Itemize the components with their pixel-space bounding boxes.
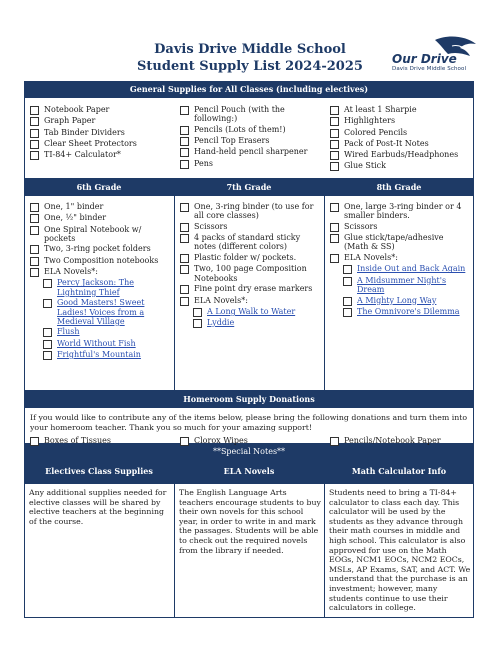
grade6-list xyxy=(30,202,170,361)
novel-link[interactable]: Flush xyxy=(57,327,80,337)
checkbox[interactable] xyxy=(343,308,352,317)
ela-title: ELA Novels xyxy=(223,466,275,476)
item-label: Two Composition notebooks xyxy=(44,255,159,265)
item-label: Plastic folder w/ pockets. xyxy=(194,253,297,263)
checkbox[interactable] xyxy=(43,351,52,360)
checklist-item[interactable] xyxy=(180,136,325,146)
novel-item[interactable] xyxy=(193,318,320,328)
checkbox[interactable] xyxy=(180,126,189,135)
general-col-2 xyxy=(180,105,325,170)
novel-link[interactable]: A Midsummer Night's Dream xyxy=(357,275,447,294)
checklist-item[interactable] xyxy=(330,116,470,126)
checkbox[interactable] xyxy=(30,245,39,254)
item-label: Pack of Post-It Notes xyxy=(344,138,429,148)
novel-link[interactable]: Lyddie xyxy=(207,318,235,328)
item-label: Two, 3-ring pocket folders xyxy=(44,244,151,254)
checkbox[interactable] xyxy=(330,162,339,171)
checkbox[interactable] xyxy=(30,214,39,223)
checkbox[interactable] xyxy=(180,137,189,146)
checklist-item[interactable] xyxy=(30,256,170,266)
item-label: Glue Stick xyxy=(344,161,386,171)
checklist-item[interactable] xyxy=(30,244,170,254)
general-col-3 xyxy=(330,105,470,173)
item-label: One, ½" binder xyxy=(44,213,107,223)
novel-link[interactable]: A Mighty Long Way xyxy=(357,295,437,305)
checkbox[interactable] xyxy=(30,226,39,235)
checkbox[interactable] xyxy=(330,254,339,263)
checklist-item[interactable] xyxy=(330,222,470,232)
checkbox[interactable] xyxy=(180,223,189,232)
general-col-1 xyxy=(30,105,170,161)
item-label: Fine point dry erase markers xyxy=(194,284,313,294)
checkbox[interactable] xyxy=(30,151,39,160)
checklist-item[interactable] xyxy=(330,202,470,221)
checklist-item[interactable] xyxy=(180,284,320,294)
item-label: Highlighters xyxy=(344,116,396,126)
item-label: Pencils (Lots of them!) xyxy=(194,124,286,134)
checklist-item[interactable] xyxy=(330,161,470,171)
checkbox[interactable] xyxy=(180,148,189,157)
grade8-heading: 8th Grade xyxy=(324,178,474,196)
checkbox[interactable] xyxy=(180,234,189,243)
checkbox[interactable] xyxy=(180,297,189,306)
electives-title: Electives Class Supplies xyxy=(45,466,153,476)
checkbox[interactable] xyxy=(30,129,39,138)
school-name: Davis Drive Middle School xyxy=(154,42,346,57)
checkbox[interactable] xyxy=(180,254,189,263)
item-label: Pencil Pouch (with the following:) xyxy=(194,105,285,124)
checkbox[interactable] xyxy=(330,437,339,446)
checklist-item[interactable] xyxy=(330,233,470,252)
checklist-item[interactable] xyxy=(180,233,320,252)
grade7-list xyxy=(180,202,320,329)
novel-link[interactable]: Percy Jackson: The Lightning Thief xyxy=(57,278,134,297)
checkbox[interactable] xyxy=(343,265,352,274)
item-label: Clear Sheet Protectors xyxy=(44,138,137,148)
checkbox[interactable] xyxy=(30,257,39,266)
checklist-item[interactable] xyxy=(180,105,325,124)
divider xyxy=(174,484,175,618)
checklist-item[interactable] xyxy=(330,150,470,160)
checklist-item[interactable] xyxy=(180,264,320,283)
item-label: 4 packs of standard sticky notes (different colors) xyxy=(194,233,301,252)
novel-link[interactable]: Good Masters! Sweet Ladies! Voices from a Medieval Village xyxy=(57,298,145,326)
homeroom-heading: Homeroom Supply Donations xyxy=(24,390,474,408)
checklist-item[interactable] xyxy=(180,222,320,232)
checkbox[interactable] xyxy=(330,117,339,126)
item-label: Scissors xyxy=(194,221,228,231)
item-label: Notebook Paper xyxy=(44,105,110,114)
checklist-item[interactable] xyxy=(30,150,170,160)
item-label: ELA Novels*: xyxy=(44,267,98,277)
ela-text: The English Language Arts teachers encourage students to buy their own novels for this school year, in order to write in and mark the passages. Students will be able to check out the required novels from the library if needed. xyxy=(179,488,321,555)
logo-subtext: Davis Drive Middle School xyxy=(392,66,467,72)
novel-item[interactable] xyxy=(343,296,470,306)
checkbox[interactable] xyxy=(180,437,189,446)
electives-text: Any additional supplies needed for elective classes will be shared by elective teachers at the beginning of the course. xyxy=(29,488,167,526)
item-label: Graph Paper xyxy=(44,116,96,126)
novel-item[interactable] xyxy=(43,350,170,360)
divider xyxy=(324,178,325,390)
general-supplies-heading: General Supplies for All Classes (including electives) xyxy=(24,81,474,98)
item-label: Two, 100 page Composition Notebooks xyxy=(194,264,307,283)
donation-item[interactable] xyxy=(180,436,248,446)
checkbox[interactable] xyxy=(43,279,52,288)
item-label: One, 1" binder xyxy=(44,202,104,211)
checkbox[interactable] xyxy=(330,223,339,232)
item-label: One, 3-ring binder (to use for all core classes) xyxy=(194,202,314,221)
novel-link[interactable]: A Long Walk to Water xyxy=(207,306,296,316)
checkbox[interactable] xyxy=(330,106,339,115)
checkbox[interactable] xyxy=(30,140,39,149)
item-label: Boxes of Tissues xyxy=(44,436,112,445)
item-label: At least 1 Sharpie xyxy=(344,105,417,114)
item-label: Pencils/Notebook Paper xyxy=(344,436,441,445)
novel-item[interactable] xyxy=(43,298,170,326)
checklist-item[interactable] xyxy=(30,213,170,223)
checklist-item[interactable] xyxy=(30,116,170,126)
homeroom-text: If you would like to contribute any of the items below, please bring the following donations and turn them into your homeroom teacher. Thank you so much for your amazing support! xyxy=(30,413,468,432)
checklist-item[interactable] xyxy=(180,202,320,221)
checkbox[interactable] xyxy=(180,285,189,294)
item-label: Wired Earbuds/Headphones xyxy=(344,150,459,160)
checkbox[interactable] xyxy=(180,265,189,274)
novel-link[interactable]: World Without Fish xyxy=(57,338,136,348)
novel-item[interactable] xyxy=(343,307,470,317)
checklist-item[interactable] xyxy=(180,253,320,263)
novel-link[interactable]: Frightful's Mountain xyxy=(57,350,141,360)
item-label: Hand-held pencil sharpener xyxy=(194,147,308,157)
checklist-item[interactable] xyxy=(30,267,170,277)
checkbox[interactable] xyxy=(330,129,339,138)
checklist-item[interactable] xyxy=(330,128,470,138)
checkbox[interactable] xyxy=(30,117,39,126)
checklist-item[interactable] xyxy=(180,147,325,157)
math-title: Math Calculator Info xyxy=(351,466,447,476)
checkbox[interactable] xyxy=(330,234,339,243)
novel-link[interactable]: The Omnivore's Dilemma xyxy=(357,306,460,316)
checkbox[interactable] xyxy=(30,268,39,277)
checkbox[interactable] xyxy=(43,328,52,337)
checklist-item[interactable] xyxy=(330,139,470,149)
checklist-item[interactable] xyxy=(30,225,170,244)
list-title: Student Supply List 2024-2025 xyxy=(137,59,363,74)
novel-item[interactable] xyxy=(343,276,470,295)
novel-item[interactable] xyxy=(193,307,320,317)
checklist-item[interactable] xyxy=(30,202,170,212)
checklist-item[interactable] xyxy=(30,105,170,115)
novel-item[interactable] xyxy=(43,278,170,297)
divider xyxy=(324,484,325,618)
checkbox[interactable] xyxy=(193,319,202,328)
checklist-item[interactable] xyxy=(180,296,320,306)
grade7-heading: 7th Grade xyxy=(174,178,324,196)
item-label: Scissors xyxy=(344,221,378,231)
novel-item[interactable] xyxy=(43,327,170,337)
checklist-item[interactable] xyxy=(330,253,470,263)
checklist-item[interactable] xyxy=(30,139,170,149)
checklist-item[interactable] xyxy=(330,105,470,115)
checkbox[interactable] xyxy=(343,297,352,306)
item-label: Pencil Top Erasers xyxy=(194,136,270,146)
checkbox[interactable] xyxy=(30,106,39,115)
item-label: One, large 3-ring binder or 4 smaller binders. xyxy=(344,202,462,221)
item-label: Clorox Wipes xyxy=(194,436,248,445)
special-notes-heading: **Special Notes** xyxy=(212,447,286,456)
checkbox[interactable] xyxy=(30,437,39,446)
item-label: Glue stick/tape/adhesive (Math & SS) xyxy=(344,233,444,252)
donation-item[interactable] xyxy=(30,436,111,446)
novel-link[interactable]: Inside Out and Back Again xyxy=(357,264,466,274)
divider xyxy=(174,178,175,390)
item-label: ELA Novels*: xyxy=(344,253,398,263)
grade8-list xyxy=(330,202,470,318)
checkbox[interactable] xyxy=(330,140,339,149)
checkbox[interactable] xyxy=(180,160,189,169)
checkbox[interactable] xyxy=(43,340,52,349)
item-label: Tab Binder Dividers xyxy=(44,127,125,137)
math-text: Students need to bring a TI-84+ calculator to class each day. This calculator will be used by the students as they advance through their math courses in middle and high school. This calculator is also approved for use on the Math EOGs, NCM1 EOCs, NCM2 EOCs, MSLs, AP Exams, SAT, and ACT. We understand that the purchase is an investment; however, many students continue to use their calculators in college. xyxy=(329,488,471,613)
checklist-item[interactable] xyxy=(30,128,170,138)
grade6-heading: 6th Grade xyxy=(24,178,174,196)
item-label: Colored Pencils xyxy=(344,127,408,137)
item-label: ELA Novels*: xyxy=(194,295,248,305)
checkbox[interactable] xyxy=(180,106,189,115)
checkbox[interactable] xyxy=(30,203,39,212)
checklist-item[interactable] xyxy=(180,159,325,169)
checkbox[interactable] xyxy=(330,203,339,212)
checkbox[interactable] xyxy=(343,277,352,286)
item-label: One Spiral Notebook w/ pockets xyxy=(44,224,142,243)
logo-text: Our Drive xyxy=(392,52,457,66)
checklist-item[interactable] xyxy=(180,125,325,135)
checkbox[interactable] xyxy=(193,308,202,317)
donation-item[interactable] xyxy=(330,436,441,446)
checkbox[interactable] xyxy=(180,203,189,212)
checkbox[interactable] xyxy=(330,151,339,160)
novel-item[interactable] xyxy=(43,339,170,349)
item-label: TI-84+ Calculator* xyxy=(44,150,121,160)
item-label: Pens xyxy=(194,158,214,168)
checkbox[interactable] xyxy=(43,299,52,308)
novel-item[interactable] xyxy=(343,264,470,274)
